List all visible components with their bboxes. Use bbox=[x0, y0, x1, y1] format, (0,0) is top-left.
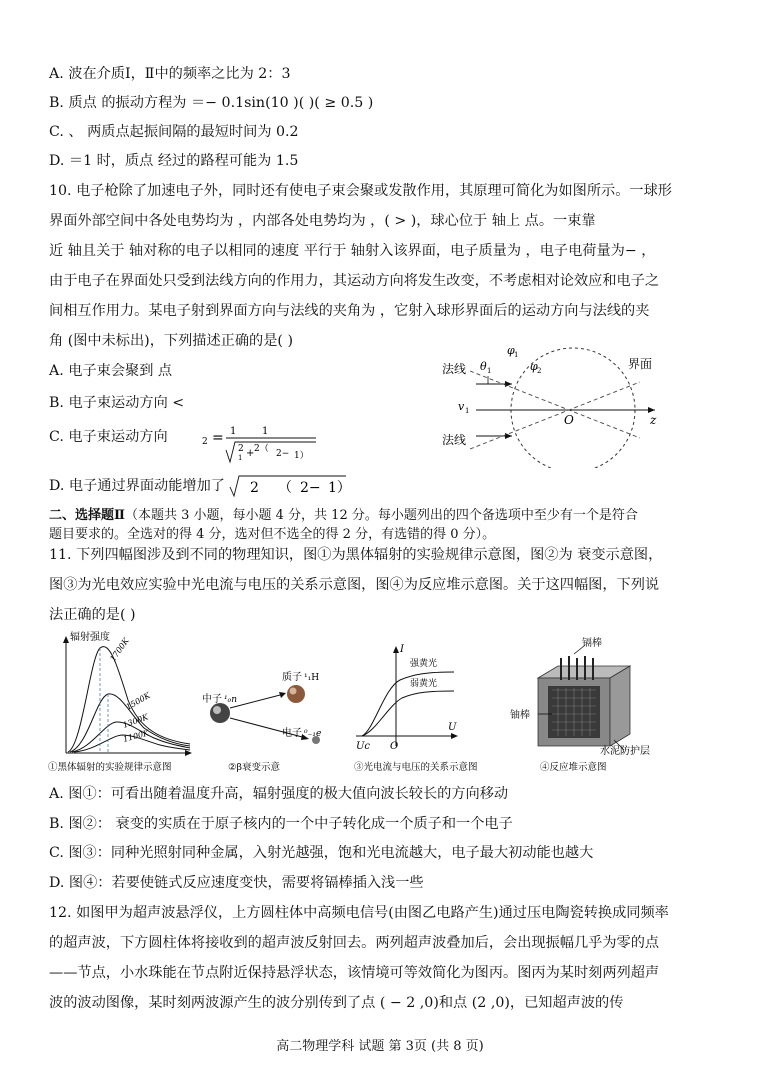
q9-option-b: B. 质点 的振动方程为 ＝− 0.1sin(10 )( )( ≥ 0.5 ) bbox=[49, 95, 374, 111]
formula-c-den-e: 1） bbox=[294, 451, 309, 461]
fig2-caption: ②β衰变示意 bbox=[228, 762, 281, 773]
fig1-caption: ①黑体辐射的实验规律示意图 bbox=[48, 762, 172, 773]
q11-stem-line2: 图③为光电效应实验中光电流与电压的关系示意图，图④为反应堆示意图。关于这四幅图，下列说 bbox=[49, 577, 660, 593]
proton-ball bbox=[287, 685, 305, 703]
q10-stem-line4: 由于电子在界面处只受到法线方向的作用力，其运动方向将发生改变，不考虑相对论效应和电子之 bbox=[49, 273, 660, 289]
q11-option-a: A. 图①：可看出随着温度升高，辐射强度的极大值向波长较长的方向移动 bbox=[49, 786, 509, 802]
fig3-weak-label: 弱黄光 bbox=[410, 679, 438, 689]
q10-stem-line2: 界面外部空间中各处电势均为 ，内部各处电势均为 ，( > )，球心位于 轴上 点。一束靠 bbox=[49, 213, 596, 229]
fig1-label-1700k: 1700K bbox=[108, 636, 131, 664]
q9-option-c: C. 、 两质点起振间隔的最短时间为 0.2 bbox=[49, 124, 299, 140]
formula-c-num1: 1 bbox=[230, 426, 237, 437]
formula-d-b: （ bbox=[278, 480, 292, 496]
q11-option-d: D. 图④：若要使链式反应速度变快，需要将镉棒插入浅一些 bbox=[49, 875, 424, 891]
q11-stem-line3: 法正确的是( ) bbox=[49, 607, 136, 623]
q10-option-c-formula bbox=[190, 418, 330, 468]
fig4-uranium-label: 铀棒 bbox=[510, 710, 530, 721]
formula-c-lhs-sub: 2 bbox=[202, 437, 208, 447]
z-label: z bbox=[650, 413, 657, 427]
fig3-caption: ③光电流与电压的关系示意图 bbox=[354, 762, 478, 773]
phi2-label: φ bbox=[530, 360, 538, 373]
formula-d-a: 2 bbox=[250, 480, 259, 496]
q10-option-d: D. 电子通过界面动能增加了 bbox=[49, 478, 225, 494]
normal-line-bottom bbox=[470, 382, 640, 449]
formula-c-den-d: 2− bbox=[276, 449, 290, 459]
v1-sub: 1 bbox=[465, 407, 470, 415]
phi1-sub: 1 bbox=[514, 351, 519, 359]
center-o-label: O bbox=[564, 413, 574, 427]
q11-option-c: C. 图③：同种光照射同种金属，入射光越强，饱和光电流越大，电子最大初动能也越大 bbox=[49, 845, 594, 861]
q12-stem-line2: 的超声波，下方圆柱体将接收到的超声波反射回去。两列超声波叠加后，会出现振幅几乎为零的点 bbox=[49, 935, 660, 951]
fig4-caption: ④反应堆示意图 bbox=[540, 762, 607, 773]
fig3-i-label: I bbox=[400, 644, 404, 655]
fig3-uc-label: Uc bbox=[356, 741, 371, 752]
fig2-proton-symbol: ¹₁H bbox=[304, 673, 320, 683]
weak-light-curve bbox=[362, 691, 454, 736]
fig1-label-1300k: 1300K bbox=[121, 712, 150, 730]
fig2-proton-label: 质子 bbox=[282, 672, 302, 683]
fig2-electron-symbol: ⁰₋₁e bbox=[304, 729, 322, 739]
normal-label-bottom: 法线 bbox=[442, 433, 467, 447]
section2-desc1: （本题共 3 小题，每小题 4 分，共 12 分。每小题列出的四个备选项中至少有一个是符合 bbox=[124, 508, 638, 523]
strong-light-curve bbox=[362, 672, 454, 736]
fig3-strong-label: 强黄光 bbox=[410, 659, 438, 669]
q10-option-b: B. 电子束运动方向 < bbox=[49, 395, 185, 411]
fig1-blackbody bbox=[48, 630, 192, 773]
section2-desc2: 题目要求的。全选对的得 4 分，选对但不选全的得 2 分，有选错的得 0 分）。 bbox=[49, 527, 496, 542]
fig3-o-label: O bbox=[390, 741, 399, 752]
formula-c-num2: 1 bbox=[262, 426, 269, 437]
formula-c-den-a-sub: 1 bbox=[238, 454, 243, 462]
q12-stem-line4: 波的波动图像，某时刻两波源产生的波分别传到了点 ( − 2 ,0)和点 (2 ,0)，已知超声波的传 bbox=[49, 995, 624, 1011]
q12-stem-line3: ——节点，小水珠能在节点附近保持悬浮状态，该情境可等效简化为图丙。图丙为某时刻两列超声 bbox=[49, 965, 660, 981]
formula-c-den-a: 2 bbox=[238, 444, 244, 454]
fig4-reactor bbox=[510, 636, 650, 773]
theta1-sub: 1 bbox=[487, 367, 492, 375]
fig3-photoelectric bbox=[354, 644, 478, 773]
q10-option-c: C. 电子束运动方向 bbox=[49, 429, 168, 445]
q10-stem-line6: 角 (图中未标出)，下列描述正确的是( ) bbox=[49, 333, 293, 349]
normal-label-top: 法线 bbox=[442, 362, 467, 376]
fig1-label-1500k: 1500K bbox=[124, 690, 152, 712]
fig1-label-1100k: 1100K bbox=[122, 728, 150, 744]
fig2-neutron-symbol: ¹₀n bbox=[224, 695, 238, 705]
q11-figures bbox=[44, 628, 724, 778]
page-footer: 高二物理学科 试题 第 3页 (共 8 页) bbox=[276, 1039, 484, 1054]
fig2-electron-label: 电子 bbox=[282, 728, 302, 739]
q9-option-d: D. ＝1 时，质点 经过的路程可能为 1.5 bbox=[49, 153, 299, 169]
q10-option-d-formula bbox=[228, 472, 358, 500]
theta1-label: θ bbox=[480, 360, 487, 373]
v1-label: v bbox=[458, 400, 465, 413]
fig3-u-label: U bbox=[448, 722, 457, 733]
section2-line1 bbox=[49, 506, 638, 526]
formula-c-den-c: 2（ bbox=[254, 444, 269, 454]
neutron-ball bbox=[210, 703, 230, 723]
q12-stem-line1: 12. 如图甲为超声波悬浮仪，上方圆柱体中高频电信号(由图乙电路产生)通过压电陶瓷转换成同频率 bbox=[49, 905, 669, 921]
fig2-beta-decay bbox=[202, 670, 321, 773]
phi1-label: φ bbox=[507, 344, 515, 357]
fig1-ylabel: 辐射强度 bbox=[70, 632, 110, 643]
normal-line-top bbox=[470, 371, 640, 438]
formula-d-c: 2− bbox=[300, 480, 321, 496]
phi2-sub: 2 bbox=[537, 367, 542, 375]
q11-option-b: B. 图②： 衰变的实质在于原子核内的一个中子转化成一个质子和一个电子 bbox=[49, 816, 513, 832]
q10-stem-line1: 10. 电子枪除了加速电子外，同时还有使电子束会聚或发散作用，其原理可简化为如图所示。一球形 bbox=[49, 183, 672, 199]
fig4-cadmium-label: 镉棒 bbox=[582, 638, 602, 649]
interface-label: 界面 bbox=[628, 357, 653, 371]
q11-stem-line1: 11. 下列四幅图涉及到不同的物理知识，图①为黑体辐射的实验规律示意图，图②为 衰变示意图， bbox=[49, 547, 663, 563]
fig2-neutron-label: 中子 bbox=[202, 694, 222, 705]
q10-diagram bbox=[440, 338, 670, 468]
q10-stem-line5: 间相互作用力。某电子射到界面方向与法线的夹角为 ，它射入球形界面后的运动方向与法线的夹 bbox=[49, 303, 650, 319]
formula-c-eq: = bbox=[212, 430, 224, 446]
q10-stem-line3: 近 轴且关于 轴对称的电子以相同的速度 平行于 轴射入该界面，电子质量为 ，电子电荷量为− ， bbox=[49, 243, 656, 259]
section2-heading: 二、选择题Ⅱ bbox=[49, 508, 125, 523]
formula-c-den-b: + bbox=[246, 448, 255, 459]
fig4-concrete-label: 水泥防护层 bbox=[600, 746, 650, 757]
q10-option-a: A. 电子束会聚到 点 bbox=[49, 363, 173, 379]
q9-option-a: A. 波在介质Ⅰ，Ⅱ中的频率之比为 2：3 bbox=[49, 66, 291, 82]
formula-d-d: 1） bbox=[328, 480, 351, 496]
